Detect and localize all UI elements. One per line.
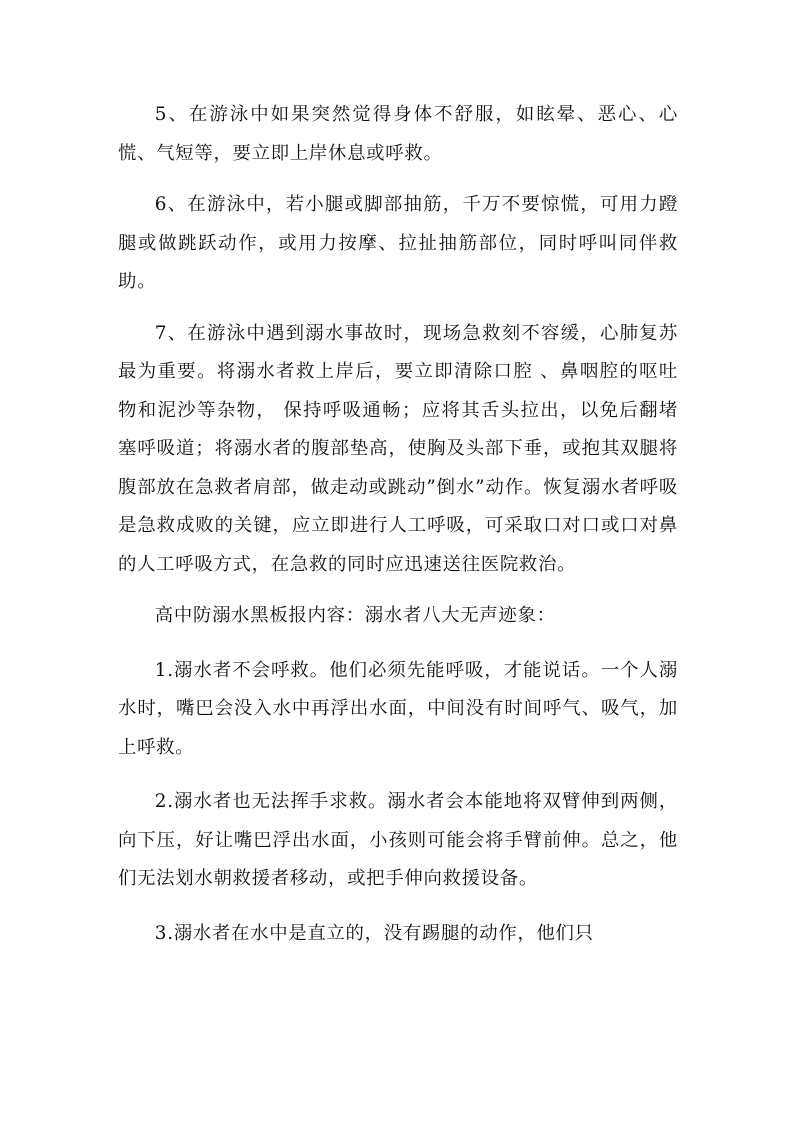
paragraph-item-6: 6、在游泳中，若小腿或脚部抽筋，千万不要惊慌，可用力蹬腿或做跳跃动作，或用力按摩、拉扯抽筋部位，同时呼叫同伴救助。 <box>118 194 678 292</box>
paragraph-item-5: 5、在游泳中如果突然觉得身体不舒服，如眩晕、恶心、心慌、气短等，要立即上岸休息或呼救。 <box>118 104 678 164</box>
section-heading: 高中防溺水黑板报内容：溺水者八大无声迹象： <box>154 605 556 626</box>
paragraph-sign-3: 3.溺水者在水中是直立的，没有踢腿的动作，他们只 <box>154 922 594 944</box>
document-body <box>118 96 678 953</box>
paragraph-item-7: 7、在游泳中遇到溺水事故时，现场急救刻不容缓，心肺复苏最为重要。将溺水者救上岸后，要立即清除口腔 、鼻咽腔的呕吐物和泥沙等杂物， 保持呼吸通畅；应将其舌头拉出，以免后翻堵塞呼吸道；将溺水者的腹部垫高，使胸及头部下垂，或抱其双腿将腹部放在急救者肩部，做走动或跳动”倒水”动作。恢复溺水者呼吸是急救成败的关键，应立即进行人工呼吸，可采取口对口或口对鼻的人工呼吸方式，在急救的同时应迅速送往医院救治。 <box>118 322 678 575</box>
paragraph-sign-2: 2.溺水者也无法挥手求救。溺水者会本能地将双臂伸到两侧，向下压，好让嘴巴浮出水面，小孩则可能会将手臂前伸。总之，他们无法划水朝救援者移动，或把手伸向救援设备。 <box>118 791 678 889</box>
paragraph-sign-1: 1.溺水者不会呼救。他们必须先能呼吸，才能说话。一个人溺水时，嘴巴会没入水中再浮出水面，中间没有时间呼气、吸气，加上呼救。 <box>118 659 678 758</box>
